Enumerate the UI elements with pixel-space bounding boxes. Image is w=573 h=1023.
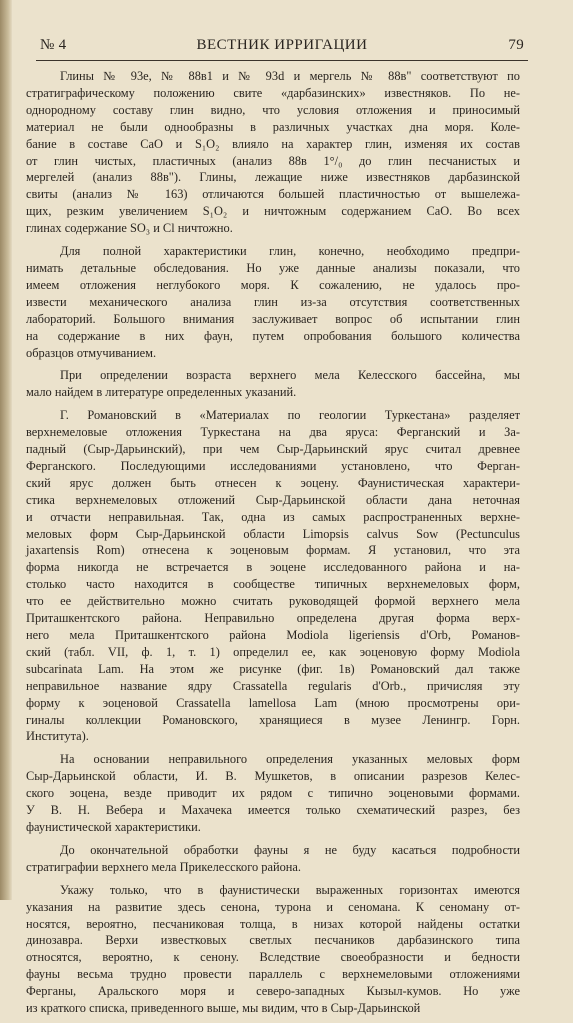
paragraph bbox=[26, 243, 520, 361]
text-line: фаунистической характеристики. bbox=[26, 819, 201, 834]
text-line: Глины № 93е, № 88в1 и № 93d и мергель № 88в" соответствуют по bbox=[60, 69, 520, 83]
text-line: Института). bbox=[26, 729, 89, 744]
text-line: мергелей (анализ 88в"). Глины, лежащие ниже известняков дарбазинской bbox=[26, 170, 520, 185]
text-line: верхнемеловые отложения Туркестана на два яруса: Ферганский и За- bbox=[26, 425, 520, 440]
text-line: Приташкентского района. Неправильно определена другая форма верх- bbox=[26, 611, 520, 626]
text-line: носятся, вероятно, песчаниковая толща, в низах которой найдены остатки bbox=[26, 916, 520, 931]
text-line: стратиграфическому положению свите «дарбазинских» известняков. По не- bbox=[26, 85, 520, 100]
running-header bbox=[36, 37, 528, 57]
text-line: Для полной характеристики глин, конечно, необходимо предпри- bbox=[60, 244, 520, 259]
text-line: При определении возраста верхнего мела Келесского бассейна, мы bbox=[60, 368, 520, 383]
paragraph bbox=[26, 882, 520, 1017]
header-rule bbox=[36, 60, 528, 61]
text-line: мало найдем в литературе определенных указаний. bbox=[26, 385, 297, 400]
text-line: Г. Романовский в «Материалах по геологии Туркестана» разделяет bbox=[60, 408, 520, 423]
issue-number: № 4 bbox=[40, 37, 67, 53]
text-line: неправильное название ядру Crassatella regularis d'Orb., причисляя эту bbox=[26, 678, 520, 693]
text-line: образцов отмучиванием. bbox=[26, 345, 157, 360]
text-line: падный (Сыр-Дарьинский), при чем Сыр-Дарьинский ярус считал древнее bbox=[26, 442, 520, 457]
paragraph bbox=[26, 68, 520, 237]
text-line: имеем отложения неглубокого моря. К сожалению, не удалось про- bbox=[26, 277, 520, 292]
text-line: от глин чистых, пластичных (анализ 88в 1°/₀ до глин песчанистых и bbox=[26, 153, 520, 168]
text-line: У В. Н. Вебера и Махачека имеется только схематический разрез, без bbox=[26, 803, 520, 818]
text-line: jaxartensis Rom) отнесена к эоценовым формам. Я установил, что эта bbox=[26, 543, 520, 558]
text-line: ский (табл. VII, ф. 1, т. 1) определил ее, как эоценовую форму Modiola bbox=[26, 644, 520, 659]
text-line: ского эоцена, везде приводит их рядом с типично эоценовыми формами. bbox=[26, 786, 520, 801]
text-line: него мела Приташкентского района Modiola ligeriensis d'Orb, Романов- bbox=[26, 628, 520, 642]
text-line: фауны весьма трудно провести параллель с верхнемеловыми отложениями bbox=[26, 967, 520, 982]
journal-page bbox=[26, 0, 526, 1016]
text-line: бание в составе СаO и S₁O₂ влияло на характер глин, изменяя их состав bbox=[26, 136, 520, 151]
text-line: subcarinata Lam. На этом же рисунке (фиг. 1в) Романовский дал также bbox=[26, 661, 520, 676]
text-line: однородному составу глин видно, что условия отложения и приносимый bbox=[26, 102, 520, 117]
text-line: Укажу только, что в фаунистически выраженных горизонтах имеются bbox=[60, 882, 520, 897]
journal-title: ВЕСТНИК ИРРИГАЦИИ bbox=[196, 37, 368, 53]
text-line: Ферганского. Последующими исследованиями установлено, что Ферган- bbox=[26, 458, 520, 473]
paragraph bbox=[26, 751, 520, 836]
text-line: До окончательной обработки фауны я не буду касаться подробности bbox=[60, 842, 520, 857]
text-line: материал не были однообразны в различных участках дна моря. Коле- bbox=[26, 119, 520, 134]
text-line: Ферганы, Аральского моря и северо-западных Кызыл-кумов. Но уже bbox=[26, 984, 520, 999]
text-line: и отчасти неправильная. Так, одна из самых распространенных верхне- bbox=[26, 509, 520, 524]
text-line: из краткого списка, приведенного выше, мы видим, что в Сыр-Дарьинской bbox=[26, 1001, 421, 1016]
text-line: столько часто находится в сообществе типичных верхнемеловых форм, bbox=[26, 577, 520, 592]
text-line: лабораторий. Большого внимания заслуживает вопрос об испытании глин bbox=[26, 311, 520, 326]
page-number: 79 bbox=[508, 37, 524, 53]
text-line: нимать детальные обследования. Но уже данные анализы показали, что bbox=[26, 260, 520, 275]
text-line: меловых форм Сыр-Дарьинской области Limopsis calvus Sow (Pectunculus bbox=[26, 526, 520, 541]
text-line: стика верхнемеловых отложений Сыр-Дарьинской области дана неточная bbox=[26, 492, 520, 507]
text-line: ский ярус должен быть отнесен к эоцену. Фаунистическая характери- bbox=[26, 475, 520, 490]
text-line: на содержание в них фаун, путем опробования большого количества bbox=[26, 328, 520, 343]
paragraph bbox=[26, 367, 520, 401]
text-line: динозавра. Верхи известковых светлых песчаников дарбазинского типа bbox=[26, 933, 520, 948]
paragraph bbox=[26, 407, 520, 745]
text-line: извести механического анализа глин из-за отсутствия соответственных bbox=[26, 294, 520, 309]
text-line: глинах содержание SO₃ и Cl ничтожно. bbox=[26, 221, 233, 236]
text-line: форма никогда не встречается в эоцене исследованного района и на- bbox=[26, 560, 520, 575]
text-line: щих, резким увеличением S₁O₂ и ничтожным содержанием СаO. Во всех bbox=[26, 204, 520, 219]
text-line: что ее действительно можно считать руководящей формой верхнего мела bbox=[26, 594, 520, 609]
paragraph bbox=[26, 842, 520, 876]
text-line: стратиграфии верхнего мела Прикелесского района. bbox=[26, 859, 302, 874]
text-line: свиты (анализ № 163) отличаются большей пластичностью от вышележа- bbox=[26, 187, 520, 202]
text-line: форму к эоценовой Crassatella lamellosa Lam (мною просмотрены ори- bbox=[26, 695, 520, 710]
text-line: относятся, вероятно, к сенону. Вследствие своеобразности и бедности bbox=[26, 950, 520, 965]
text-line: Сыр-Дарьинской области, И. В. Мушкетов, в описании разрезов Келес- bbox=[26, 769, 520, 784]
text-line: гиналы коллекции Романовского, хранящиеся в музее Ленингр. Горн. bbox=[26, 712, 520, 727]
book-spine-shadow bbox=[0, 0, 12, 900]
text-line: На основании неправильного определения указанных меловых форм bbox=[60, 752, 520, 767]
text-line: указания на развитие здесь сенона, турона и сеномана. К сеноману от- bbox=[26, 899, 520, 914]
article-body bbox=[26, 68, 520, 1023]
